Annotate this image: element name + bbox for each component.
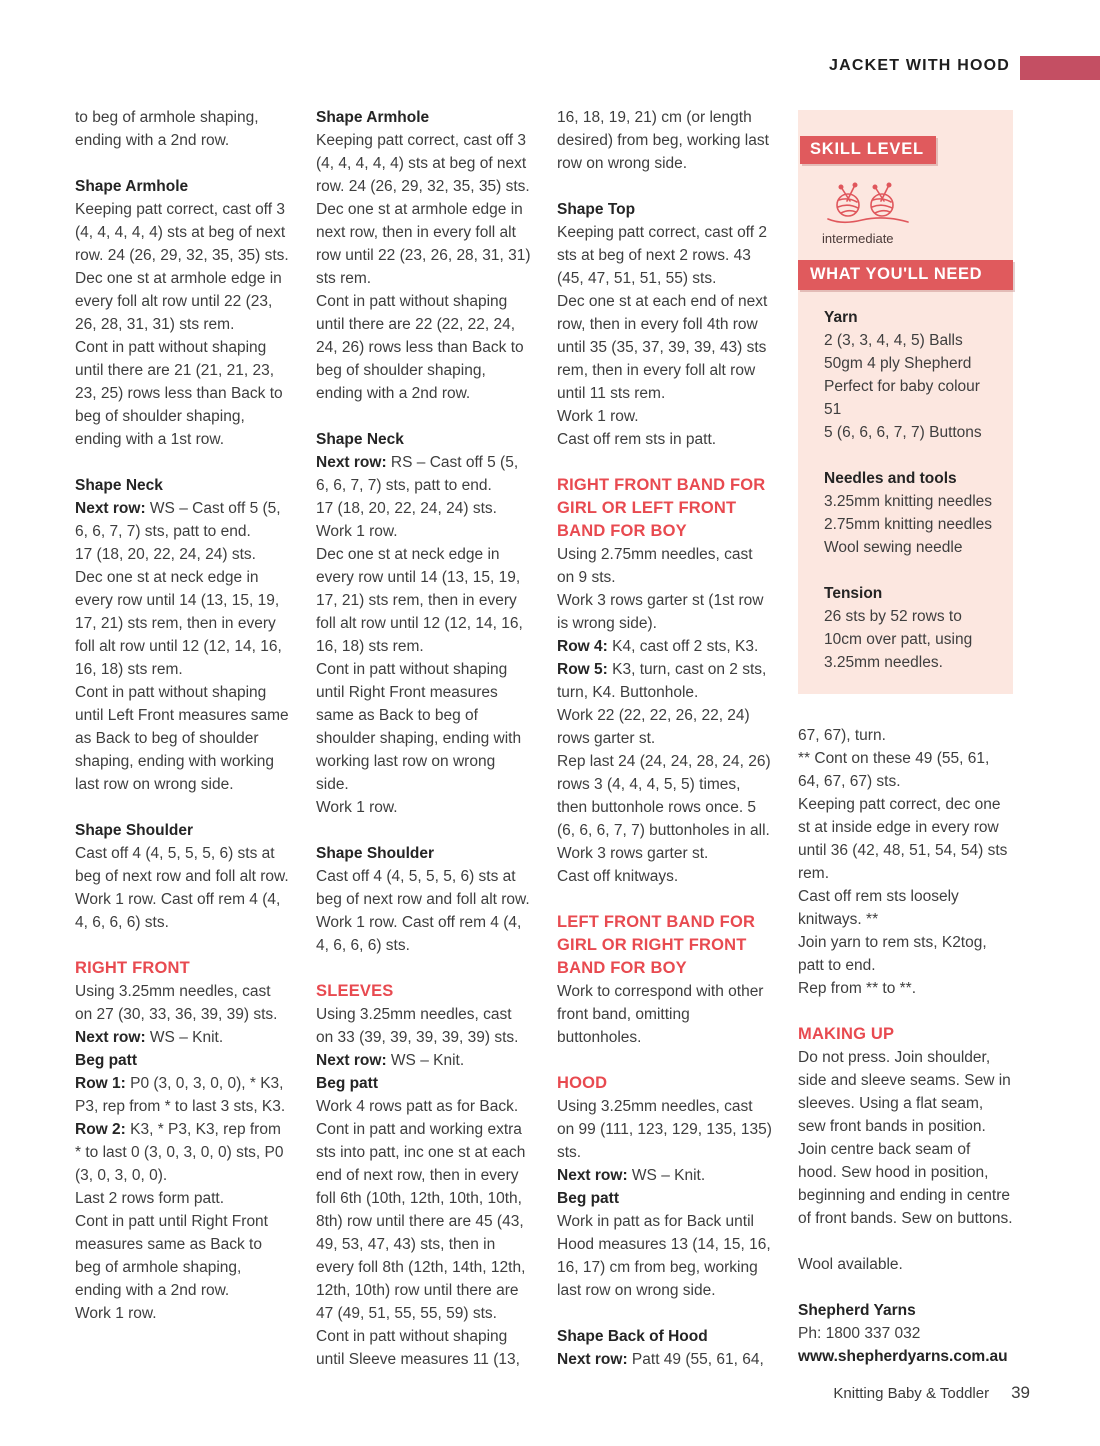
- pattern-subhead: Shape Shoulder: [316, 845, 434, 862]
- pattern-paragraph: Next row: WS – Knit.: [316, 1052, 465, 1069]
- sidebar-sections: [798, 290, 1013, 674]
- sidebar-section-title: Yarn: [824, 309, 858, 326]
- paragraph-spacer: [557, 1302, 772, 1325]
- pattern-paragraph: Cont in patt without shaping until Left Front measures same as Back to beg of shoulder shaping, ending with working last row on wrong side.: [75, 684, 289, 793]
- column-2: [316, 106, 531, 1371]
- skill-level-value: intermediate: [822, 231, 894, 246]
- pattern-paragraph: Work 3 rows garter st.: [557, 845, 709, 862]
- sidebar-line: Wool sewing needle: [824, 539, 963, 556]
- sidebar-line: 5 (6, 6, 6, 7, 7) Buttons: [824, 424, 982, 441]
- pattern-paragraph: Work 1 row.: [316, 523, 398, 540]
- pattern-paragraph: Rep from ** to **.: [798, 980, 917, 997]
- pattern-paragraph: Keeping patt correct, cast off 2 sts at beg of next 2 rows. 43 (45, 47, 51, 51, 55) sts.: [557, 224, 767, 287]
- pattern-subhead: Beg patt: [75, 1052, 137, 1069]
- paragraph-spacer: [316, 957, 531, 980]
- paragraph-spacer: [316, 405, 531, 428]
- what-youll-need-badge: WHAT YOU'LL NEED: [798, 260, 1013, 290]
- pattern-paragraph: Dec one st at neck edge in every row until 14 (13, 15, 19, 17, 21) sts rem, then in every foll alt row until 12 (12, 14, 16, 16, 18) sts rem.: [316, 546, 523, 655]
- pattern-subhead: Shape Neck: [75, 477, 163, 494]
- sidebar-spacer: [824, 444, 999, 467]
- pattern-paragraph: to beg of armhole shaping, ending with a 2nd row.: [75, 109, 259, 149]
- pattern-subhead: Shape Neck: [316, 431, 404, 448]
- pattern-paragraph: Next row: WS – Knit.: [557, 1167, 706, 1184]
- pattern-subhead: Beg patt: [316, 1075, 378, 1092]
- paragraph-spacer: [75, 152, 290, 175]
- row-label: Row 1:: [75, 1075, 126, 1092]
- row-label: Row 4:: [557, 638, 608, 655]
- pattern-columns: [75, 106, 1015, 1371]
- paragraph-spacer: [75, 934, 290, 957]
- pattern-paragraph: Join yarn to rem sts, K2tog, patt to end.: [798, 934, 987, 974]
- section-heading: SLEEVES: [316, 982, 394, 1000]
- magazine-title: Knitting Baby & Toddler: [833, 1385, 990, 1402]
- pattern-paragraph: 16, 18, 19, 21) cm (or length desired) from beg, working last row on wrong side.: [557, 109, 769, 172]
- pattern-paragraph: Row 1: P0 (3, 0, 3, 0, 0), * K3, P3, rep from * to last 3 sts, K3.: [75, 1075, 286, 1115]
- pattern-paragraph: ** Cont on these 49 (55, 61, 64, 67, 67) sts.: [798, 750, 990, 790]
- paragraph-spacer: [798, 1276, 1013, 1299]
- pattern-paragraph: Cast off rem sts in patt.: [557, 431, 717, 448]
- yarn-balls-icon: [822, 211, 914, 228]
- row-label: Next row:: [557, 1351, 628, 1368]
- pattern-paragraph: Cast off knitways.: [557, 868, 679, 885]
- page-footer: [833, 1383, 1030, 1403]
- skill-level-icon-wrap: [798, 164, 1013, 229]
- paragraph-spacer: [798, 1230, 1013, 1253]
- pattern-paragraph: Cont in patt and working extra sts into patt, inc one st at each end of next row, then in every foll 6th (10th, 12th, 10th, 10th, 8th) row until there are 45 (43, 49, 53, 47, 43) sts, then in every foll 8th (12th, 14th, 12th, 12th, 10th) row until there are 47 (49, 51, 55, 55, 59) sts.: [316, 1121, 526, 1322]
- section-heading: LEFT FRONT BAND FOR GIRL OR RIGHT FRONT BAND FOR BOY: [557, 913, 756, 977]
- pattern-subhead: Shape Armhole: [316, 109, 430, 126]
- paragraph-spacer: [316, 819, 531, 842]
- sidebar-line: Perfect for baby colour 51: [824, 378, 980, 418]
- section-heading: RIGHT FRONT: [75, 959, 190, 977]
- pattern-paragraph: Work 4 rows patt as for Back.: [316, 1098, 519, 1115]
- column-3: [557, 106, 772, 1371]
- pattern-paragraph: Cast off 4 (4, 5, 5, 5, 6) sts at beg of next row and foll alt row. Work 1 row. Cast off rem 4 (4, 4, 6, 6, 6) sts.: [75, 845, 289, 931]
- sidebar-spacer: [824, 559, 999, 582]
- pattern-paragraph: Cast off 4 (4, 5, 5, 5, 6) sts at beg of next row and foll alt row. Work 1 row. Cast off rem 4 (4, 4, 6, 6, 6) sts.: [316, 868, 530, 954]
- sidebar-section-title: Needles and tools: [824, 470, 957, 487]
- pattern-paragraph: Cast off rem sts loosely knitways. **: [798, 888, 959, 928]
- pattern-paragraph: Work 1 row.: [75, 1305, 157, 1322]
- pattern-paragraph: Keeping patt correct, cast off 3 (4, 4, 4, 4, 4) sts at beg of next row. 24 (26, 29, 32, 35, 35) sts.: [316, 132, 530, 195]
- pattern-paragraph: Next row: WS – Cast off 5 (5, 6, 6, 7, 7) sts, patt to end.: [75, 500, 281, 540]
- pattern-paragraph: Using 3.25mm needles, cast on 33 (39, 39, 39, 39, 39) sts.: [316, 1006, 519, 1046]
- pattern-subhead: Shape Top: [557, 201, 636, 218]
- pattern-subhead: Beg patt: [557, 1190, 619, 1207]
- paragraph-spacer: [75, 451, 290, 474]
- paragraph-spacer: [75, 796, 290, 819]
- pattern-paragraph: Dec one st at each end of next row, then in every foll 4th row until 35 (35, 37, 39, 39, 43) sts rem, then in every foll alt row until 11 sts rem.: [557, 293, 768, 402]
- page-number: 39: [1011, 1383, 1030, 1402]
- pattern-paragraph: Row 5: K3, turn, cast on 2 sts, turn, K4. Buttonhole.: [557, 661, 767, 701]
- pattern-paragraph: Dec one st at neck edge in every row until 14 (13, 15, 19, 17, 21) sts rem, then in every foll alt row until 12 (12, 14, 16, 16, 18) sts rem.: [75, 569, 282, 678]
- pattern-paragraph: Row 4: K4, cast off 2 sts, K3.: [557, 638, 759, 655]
- section-heading: RIGHT FRONT BAND FOR GIRL OR LEFT FRONT BAND FOR BOY: [557, 476, 766, 540]
- sidebar-line: 2.75mm knitting needles: [824, 516, 993, 533]
- page-title: JACKET WITH HOOD: [829, 57, 1010, 74]
- paragraph-spacer: [798, 1000, 1013, 1023]
- pattern-paragraph: Work 1 row.: [316, 799, 398, 816]
- column-4: [798, 106, 1013, 1371]
- sidebar-line: 50gm 4 ply Shepherd: [824, 355, 972, 372]
- requirements-panel: [798, 110, 1013, 694]
- pattern-paragraph: Keeping patt correct, cast off 3 (4, 4, 4, 4, 4) sts at beg of next row. 24 (26, 29, 32, 35, 35) sts.: [75, 201, 289, 264]
- sidebar-line: 3.25mm needles.: [824, 654, 943, 671]
- sidebar-line: 2 (3, 3, 4, 4, 5) Balls: [824, 332, 963, 349]
- pattern-paragraph: Using 2.75mm needles, cast on 9 sts.: [557, 546, 753, 586]
- header-accent-bar: [1020, 56, 1100, 80]
- pattern-paragraph: Wool available.: [798, 1256, 903, 1273]
- row-label: Row 5:: [557, 661, 608, 678]
- pattern-paragraph: Cont in patt without shaping until there are 21 (21, 21, 23, 23, 25) rows less than Back to beg of shoulder shaping, ending with a 1st row.: [75, 339, 283, 448]
- pattern-paragraph: Work 22 (22, 22, 26, 22, 24) rows garter st.: [557, 707, 750, 747]
- pattern-paragraph: Do not press. Join shoulder, side and sleeve seams. Sew in sleeves. Using a flat seam, sew front bands in position. Join centre back seam of hood. Sew hood in position, beginning and ending in centre of front bands. Sew on buttons.: [798, 1049, 1013, 1227]
- paragraph-spacer: [557, 1049, 772, 1072]
- row-label: Row 2:: [75, 1121, 126, 1138]
- pattern-paragraph: Work in patt as for Back until Hood measures 13 (14, 15, 16, 16, 17) cm from beg, working last row on wrong side.: [557, 1213, 771, 1299]
- sidebar-section-title: Tension: [824, 585, 883, 602]
- column-1: [75, 106, 290, 1371]
- pattern-paragraph: 17 (18, 20, 22, 24, 24) sts.: [75, 546, 256, 563]
- paragraph-spacer: [557, 451, 772, 474]
- pattern-paragraph: Next row: RS – Cast off 5 (5, 6, 6, 7, 7) sts, patt to end.: [316, 454, 519, 494]
- sidebar-line: 10cm over patt, using: [824, 631, 973, 648]
- pattern-paragraph: Cont in patt without shaping until Sleeve measures 11 (13,: [316, 1328, 520, 1368]
- pattern-paragraph: Keeping patt correct, dec one st at inside edge in every row until 36 (42, 48, 51, 54, 54) sts rem.: [798, 796, 1008, 882]
- row-label: Next row:: [75, 500, 146, 517]
- pattern-subhead: Shape Armhole: [75, 178, 189, 195]
- pattern-paragraph: Ph: 1800 337 032: [798, 1325, 921, 1342]
- paragraph-spacer: [557, 175, 772, 198]
- pattern-paragraph: Rep last 24 (24, 24, 28, 24, 26) rows 3 (4, 4, 4, 5, 5) times, then buttonhole rows once. 5 (6, 6, 6, 7, 7) buttonholes in all.: [557, 753, 771, 839]
- sidebar-line: 3.25mm knitting needles: [824, 493, 993, 510]
- sidebar-line: 26 sts by 52 rows to: [824, 608, 962, 625]
- pattern-paragraph: Cont in patt without shaping until Right Front measures same as Back to beg of shoulder shaping, ending with working last row on wrong side.: [316, 661, 522, 793]
- pattern-paragraph: Work 3 rows garter st (1st row is wrong side).: [557, 592, 764, 632]
- row-label: Next row:: [316, 1052, 387, 1069]
- section-heading: MAKING UP: [798, 1025, 895, 1043]
- pattern-paragraph: Dec one st at armhole edge in every foll alt row until 22 (23, 26, 28, 31, 31) sts rem.: [75, 270, 282, 333]
- pattern-paragraph: Using 3.25mm needles, cast on 27 (30, 33, 36, 39, 39) sts.: [75, 983, 278, 1023]
- pattern-paragraph: Cont in patt without shaping until there are 22 (22, 22, 24, 24, 26) rows less than Back to beg of shoulder shaping, ending with a 2nd row.: [316, 293, 524, 402]
- pattern-paragraph: Using 3.25mm needles, cast on 99 (111, 123, 129, 135, 135) sts.: [557, 1098, 772, 1161]
- pattern-paragraph: Next row: Patt 49 (55, 61, 64,: [557, 1351, 764, 1368]
- column-4-flow: [798, 724, 1013, 1368]
- section-heading: HOOD: [557, 1074, 608, 1092]
- pattern-paragraph: Dec one st at armhole edge in next row, then in every foll alt row until 22 (23, 26, 28, 31, 31) sts rem.: [316, 201, 531, 287]
- pattern-paragraph: Next row: WS – Knit.: [75, 1029, 224, 1046]
- skill-level-badge: SKILL LEVEL: [800, 136, 936, 164]
- paragraph-spacer: [557, 888, 772, 911]
- pattern-paragraph: Cont in patt until Right Front measures same as Back to beg of armhole shaping, ending with a 2nd row.: [75, 1213, 268, 1299]
- pattern-subhead: Shepherd Yarns: [798, 1302, 916, 1319]
- row-label: Next row:: [316, 454, 387, 471]
- row-label: Next row:: [557, 1167, 628, 1184]
- pattern-paragraph: Last 2 rows form patt.: [75, 1190, 225, 1207]
- pattern-paragraph: Work to correspond with other front band, omitting buttonholes.: [557, 983, 764, 1046]
- pattern-paragraph: 17 (18, 20, 22, 24, 24) sts.: [316, 500, 497, 517]
- pattern-subhead: www.shepherdyarns.com.au: [798, 1348, 1008, 1365]
- pattern-paragraph: Work 1 row.: [557, 408, 639, 425]
- row-label: Next row:: [75, 1029, 146, 1046]
- pattern-subhead: Shape Shoulder: [75, 822, 193, 839]
- pattern-paragraph: Row 2: K3, * P3, K3, rep from * to last 0 (3, 0, 3, 0, 0) sts, P0 (3, 0, 3, 0, 0).: [75, 1121, 284, 1184]
- pattern-subhead: Shape Back of Hood: [557, 1328, 708, 1345]
- pattern-paragraph: 67, 67), turn.: [798, 727, 886, 744]
